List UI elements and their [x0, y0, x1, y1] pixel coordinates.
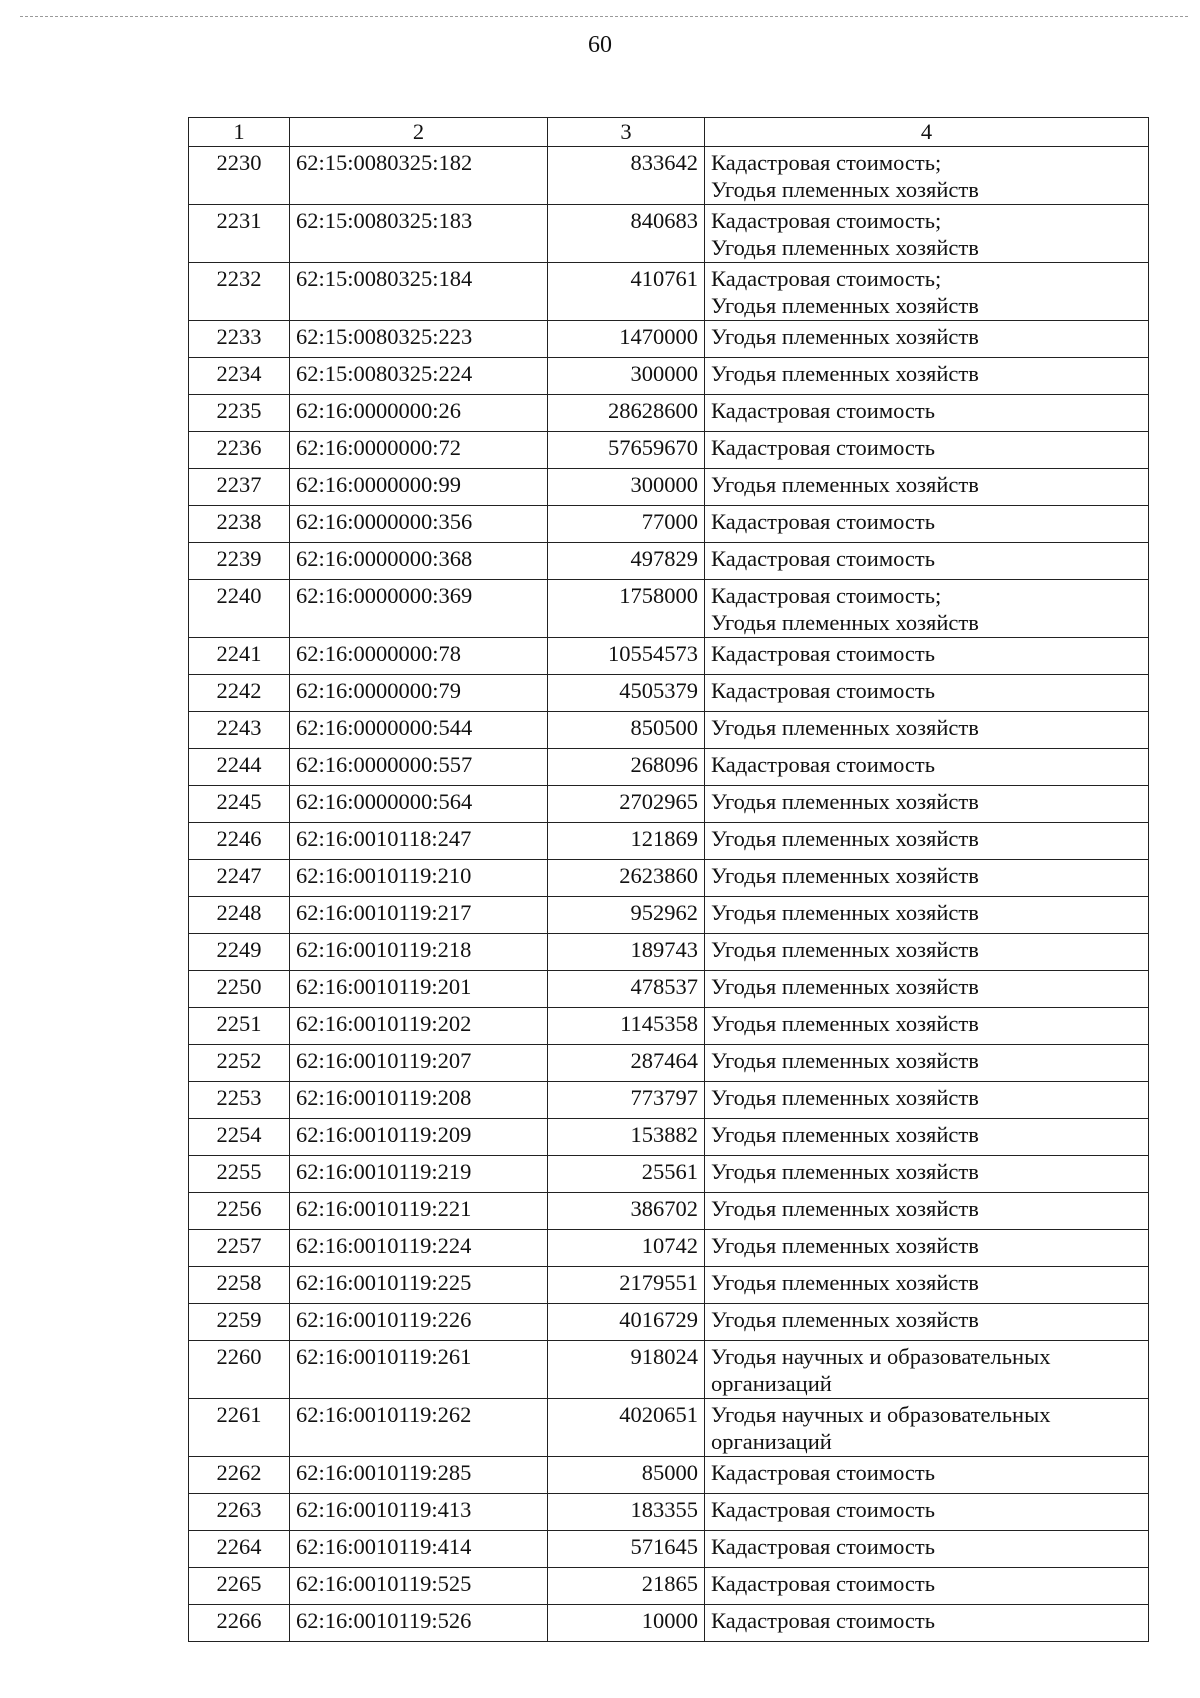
row-number: 2254 [189, 1119, 290, 1156]
description: Кадастровая стоимость [705, 1457, 1149, 1494]
table-row [189, 432, 1149, 469]
description: Угодья племенных хозяйств [705, 1045, 1149, 1082]
row-number: 2235 [189, 395, 290, 432]
cadastral-number: 62:15:0080325:224 [290, 358, 548, 395]
table-row [189, 321, 1149, 358]
cadastral-value: 840683 [548, 205, 705, 263]
cadastral-value: 300000 [548, 358, 705, 395]
cadastral-number: 62:16:0010119:208 [290, 1082, 548, 1119]
cadastral-value: 153882 [548, 1119, 705, 1156]
cadastral-number: 62:16:0000000:356 [290, 506, 548, 543]
row-number: 2260 [189, 1341, 290, 1399]
description: Угодья племенных хозяйств [705, 1193, 1149, 1230]
row-number: 2246 [189, 823, 290, 860]
row-number: 2232 [189, 263, 290, 321]
row-number: 2236 [189, 432, 290, 469]
row-number: 2251 [189, 1008, 290, 1045]
table-row [189, 823, 1149, 860]
cadastral-value: 121869 [548, 823, 705, 860]
table-row [189, 971, 1149, 1008]
row-number: 2241 [189, 638, 290, 675]
row-number: 2239 [189, 543, 290, 580]
description: Угодья научных и образовательных организаций [705, 1399, 1149, 1457]
cadastral-value: 410761 [548, 263, 705, 321]
table-row [189, 1119, 1149, 1156]
description: Кадастровая стоимость [705, 1605, 1149, 1642]
table-row [189, 1267, 1149, 1304]
cadastral-value: 773797 [548, 1082, 705, 1119]
description: Угодья племенных хозяйств [705, 971, 1149, 1008]
table-row [189, 934, 1149, 971]
cadastral-value: 571645 [548, 1531, 705, 1568]
cadastral-number: 62:16:0010119:210 [290, 860, 548, 897]
table-row [189, 395, 1149, 432]
cadastral-number: 62:15:0080325:223 [290, 321, 548, 358]
row-number: 2265 [189, 1568, 290, 1605]
cadastral-value: 77000 [548, 506, 705, 543]
table-header-row [189, 118, 1149, 147]
cadastral-number: 62:16:0010119:219 [290, 1156, 548, 1193]
description: Кадастровая стоимость [705, 638, 1149, 675]
description: Кадастровая стоимость; Угодья племенных хозяйств [705, 580, 1149, 638]
description: Угодья племенных хозяйств [705, 358, 1149, 395]
row-number: 2256 [189, 1193, 290, 1230]
table-row [189, 1399, 1149, 1457]
table-row [189, 1531, 1149, 1568]
cadastral-number: 62:16:0010119:413 [290, 1494, 548, 1531]
cadastral-number: 62:16:0010119:201 [290, 971, 548, 1008]
description: Угодья племенных хозяйств [705, 1156, 1149, 1193]
table-row [189, 1457, 1149, 1494]
row-number: 2266 [189, 1605, 290, 1642]
cadastral-value: 1758000 [548, 580, 705, 638]
table-row [189, 205, 1149, 263]
column-header-1: 1 [189, 118, 290, 147]
row-number: 2231 [189, 205, 290, 263]
cadastral-number: 62:16:0010119:226 [290, 1304, 548, 1341]
cadastral-number: 62:16:0000000:369 [290, 580, 548, 638]
row-number: 2247 [189, 860, 290, 897]
table-row [189, 1494, 1149, 1531]
row-number: 2244 [189, 749, 290, 786]
cadastral-number: 62:15:0080325:184 [290, 263, 548, 321]
row-number: 2238 [189, 506, 290, 543]
cadastral-value: 300000 [548, 469, 705, 506]
table-row [189, 860, 1149, 897]
cadastral-value: 25561 [548, 1156, 705, 1193]
description: Кадастровая стоимость; Угодья племенных хозяйств [705, 205, 1149, 263]
cadastral-value: 85000 [548, 1457, 705, 1494]
cadastral-value: 10742 [548, 1230, 705, 1267]
cadastral-number: 62:16:0010118:247 [290, 823, 548, 860]
description: Кадастровая стоимость [705, 1494, 1149, 1531]
cadastral-value: 918024 [548, 1341, 705, 1399]
cadastral-number: 62:16:0010119:225 [290, 1267, 548, 1304]
cadastral-number: 62:16:0000000:557 [290, 749, 548, 786]
description: Угодья племенных хозяйств [705, 897, 1149, 934]
table-row [189, 1230, 1149, 1267]
row-number: 2258 [189, 1267, 290, 1304]
row-number: 2250 [189, 971, 290, 1008]
cadastral-number: 62:16:0000000:78 [290, 638, 548, 675]
cadastral-value: 2179551 [548, 1267, 705, 1304]
cadastral-value: 28628600 [548, 395, 705, 432]
row-number: 2264 [189, 1531, 290, 1568]
cadastral-number: 62:16:0010119:218 [290, 934, 548, 971]
description: Угодья племенных хозяйств [705, 823, 1149, 860]
table-row [189, 1568, 1149, 1605]
column-header-4: 4 [705, 118, 1149, 147]
cadastral-value: 183355 [548, 1494, 705, 1531]
table-row [189, 1341, 1149, 1399]
cadastral-value: 268096 [548, 749, 705, 786]
column-header-2: 2 [290, 118, 548, 147]
description: Угодья племенных хозяйств [705, 1119, 1149, 1156]
description: Угодья племенных хозяйств [705, 321, 1149, 358]
table-row [189, 897, 1149, 934]
description: Угодья племенных хозяйств [705, 934, 1149, 971]
table-row [189, 749, 1149, 786]
cadastral-number: 62:16:0010119:262 [290, 1399, 548, 1457]
table-row [189, 1304, 1149, 1341]
table-row [189, 675, 1149, 712]
description: Кадастровая стоимость [705, 432, 1149, 469]
row-number: 2237 [189, 469, 290, 506]
cadastral-number: 62:16:0000000:99 [290, 469, 548, 506]
description: Угодья племенных хозяйств [705, 1008, 1149, 1045]
description: Угодья племенных хозяйств [705, 1230, 1149, 1267]
description: Кадастровая стоимость [705, 1568, 1149, 1605]
table-row [189, 543, 1149, 580]
row-number: 2240 [189, 580, 290, 638]
row-number: 2243 [189, 712, 290, 749]
cadastral-number: 62:16:0010119:209 [290, 1119, 548, 1156]
cadastral-value: 4020651 [548, 1399, 705, 1457]
row-number: 2233 [189, 321, 290, 358]
cadastral-number: 62:16:0000000:564 [290, 786, 548, 823]
cadastral-number: 62:16:0000000:26 [290, 395, 548, 432]
table-row [189, 786, 1149, 823]
cadastral-value: 4505379 [548, 675, 705, 712]
description: Угодья научных и образовательных организаций [705, 1341, 1149, 1399]
row-number: 2253 [189, 1082, 290, 1119]
table-row [189, 1008, 1149, 1045]
row-number: 2252 [189, 1045, 290, 1082]
row-number: 2255 [189, 1156, 290, 1193]
page-number: 60 [588, 32, 612, 58]
row-number: 2249 [189, 934, 290, 971]
description: Кадастровая стоимость [705, 506, 1149, 543]
table-row [189, 1193, 1149, 1230]
description: Кадастровая стоимость [705, 675, 1149, 712]
cadastral-number: 62:16:0000000:79 [290, 675, 548, 712]
cadastral-value: 2623860 [548, 860, 705, 897]
cadastral-value: 21865 [548, 1568, 705, 1605]
cadastral-value: 4016729 [548, 1304, 705, 1341]
row-number: 2245 [189, 786, 290, 823]
cadastral-value: 478537 [548, 971, 705, 1008]
description: Кадастровая стоимость [705, 395, 1149, 432]
row-number: 2230 [189, 147, 290, 205]
row-number: 2257 [189, 1230, 290, 1267]
cadastral-number: 62:16:0010119:224 [290, 1230, 548, 1267]
cadastral-number: 62:16:0010119:414 [290, 1531, 548, 1568]
cadastral-number: 62:15:0080325:182 [290, 147, 548, 205]
description: Угодья племенных хозяйств [705, 860, 1149, 897]
cadastral-number: 62:16:0010119:526 [290, 1605, 548, 1642]
row-number: 2263 [189, 1494, 290, 1531]
cadastral-value: 952962 [548, 897, 705, 934]
cadastral-number: 62:16:0010119:285 [290, 1457, 548, 1494]
description: Угодья племенных хозяйств [705, 1304, 1149, 1341]
cadastral-number: 62:16:0010119:217 [290, 897, 548, 934]
cadastral-number: 62:15:0080325:183 [290, 205, 548, 263]
table-row [189, 263, 1149, 321]
cadastral-value: 1470000 [548, 321, 705, 358]
cadastral-value: 287464 [548, 1045, 705, 1082]
cadastral-value: 850500 [548, 712, 705, 749]
row-number: 2242 [189, 675, 290, 712]
cadastral-value: 497829 [548, 543, 705, 580]
row-number: 2259 [189, 1304, 290, 1341]
cadastral-number: 62:16:0000000:368 [290, 543, 548, 580]
cadastral-value: 189743 [548, 934, 705, 971]
cadastral-number: 62:16:0010119:261 [290, 1341, 548, 1399]
table-row [189, 712, 1149, 749]
cadastral-value: 57659670 [548, 432, 705, 469]
table-row [189, 469, 1149, 506]
cadastral-value: 833642 [548, 147, 705, 205]
table-row [189, 1156, 1149, 1193]
table-body [189, 147, 1149, 1642]
description: Кадастровая стоимость [705, 543, 1149, 580]
table-row [189, 580, 1149, 638]
description: Кадастровая стоимость; Угодья племенных хозяйств [705, 147, 1149, 205]
table-row [189, 506, 1149, 543]
row-number: 2234 [189, 358, 290, 395]
table-row [189, 358, 1149, 395]
cadastral-value: 386702 [548, 1193, 705, 1230]
cadastral-value: 10000 [548, 1605, 705, 1642]
table-row [189, 638, 1149, 675]
cadastral-value: 2702965 [548, 786, 705, 823]
table-row [189, 1082, 1149, 1119]
cadastral-number: 62:16:0010119:207 [290, 1045, 548, 1082]
row-number: 2248 [189, 897, 290, 934]
cadastral-number: 62:16:0010119:525 [290, 1568, 548, 1605]
description: Угодья племенных хозяйств [705, 1267, 1149, 1304]
table-row [189, 1045, 1149, 1082]
cadastral-number: 62:16:0000000:544 [290, 712, 548, 749]
description: Кадастровая стоимость [705, 1531, 1149, 1568]
row-number: 2261 [189, 1399, 290, 1457]
description: Угодья племенных хозяйств [705, 712, 1149, 749]
page-top-edge [20, 16, 1188, 17]
cadastral-value: 1145358 [548, 1008, 705, 1045]
description: Угодья племенных хозяйств [705, 469, 1149, 506]
description: Кадастровая стоимость [705, 749, 1149, 786]
table-row [189, 147, 1149, 205]
cadastral-number: 62:16:0010119:202 [290, 1008, 548, 1045]
cadastral-table [188, 117, 1149, 1642]
row-number: 2262 [189, 1457, 290, 1494]
description: Кадастровая стоимость; Угодья племенных хозяйств [705, 263, 1149, 321]
cadastral-number: 62:16:0000000:72 [290, 432, 548, 469]
table-row [189, 1605, 1149, 1642]
column-header-3: 3 [548, 118, 705, 147]
cadastral-value: 10554573 [548, 638, 705, 675]
description: Угодья племенных хозяйств [705, 786, 1149, 823]
cadastral-number: 62:16:0010119:221 [290, 1193, 548, 1230]
description: Угодья племенных хозяйств [705, 1082, 1149, 1119]
